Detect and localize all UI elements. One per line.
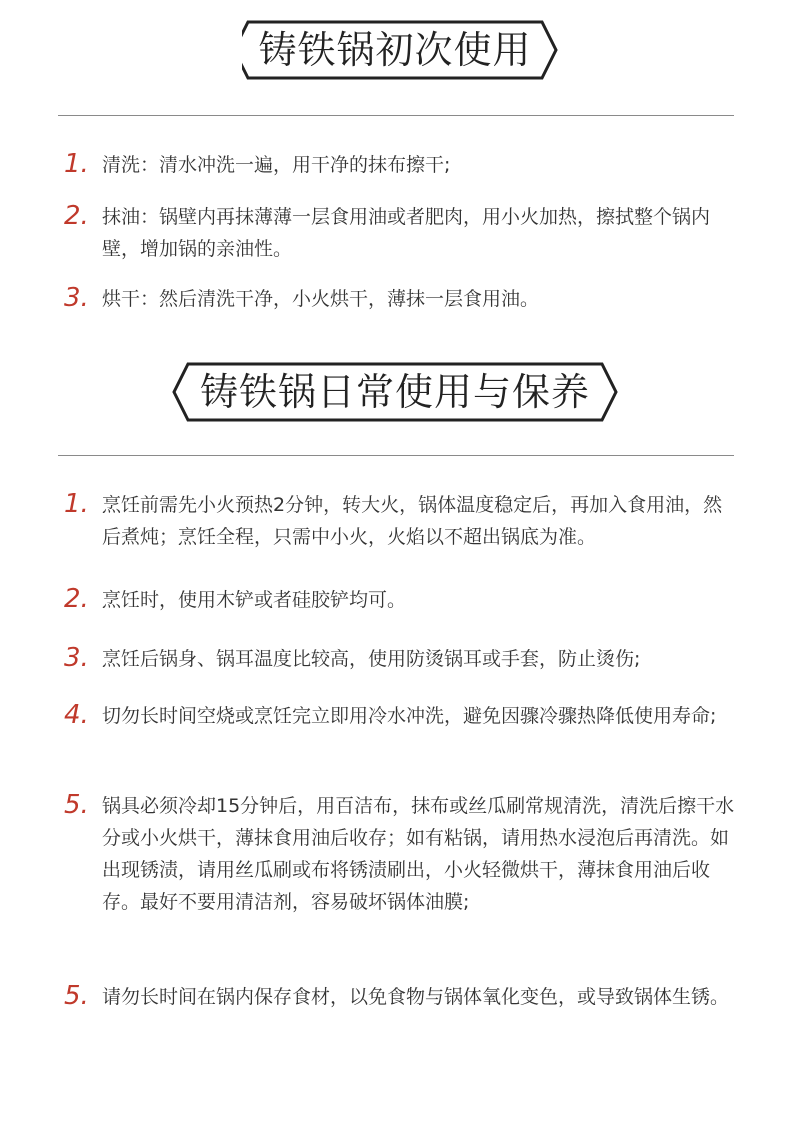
item-number: 1. <box>64 149 89 179</box>
item-text: 清洗：清水冲洗一遍，用干净的抹布擦干; <box>102 154 451 176</box>
item-text: 抹油：锅壁内再抹薄薄一层食用油或者肥肉，用小火加热，擦拭整个锅内壁，增加锅的亲油性。 <box>102 206 711 260</box>
section-2-title: 铸铁锅日常使用与保养 <box>199 370 590 414</box>
item-text: 烹饪后锅身、锅耳温度比较高，使用防烫锅耳或手套，防止烫伤; <box>102 648 641 670</box>
item-number: 2. <box>64 201 89 231</box>
section-1-divider <box>58 115 734 116</box>
item-number: 5. <box>64 981 89 1011</box>
list-item <box>64 643 744 675</box>
item-number: 3. <box>64 283 89 313</box>
item-number: 4. <box>64 700 89 730</box>
item-number: 5. <box>64 790 89 820</box>
item-number: 2. <box>64 584 89 614</box>
list-item <box>64 283 744 315</box>
list-item <box>64 790 744 918</box>
section-1-header <box>0 18 790 82</box>
item-text: 切勿长时间空烧或烹饪完立即用冷水冲洗，避免因骤冷骤热降低使用寿命; <box>102 705 717 727</box>
section-2-divider <box>58 455 734 456</box>
item-number: 3. <box>64 643 89 673</box>
list-item <box>64 700 744 732</box>
list-item <box>64 489 744 553</box>
list-item <box>64 584 744 616</box>
list-item <box>64 201 744 265</box>
item-text: 烘干：然后清洗干净，小火烘干，薄抹一层食用油。 <box>102 288 540 310</box>
list-item <box>64 149 744 181</box>
item-text: 请勿长时间在锅内保存食材，以免食物与锅体氧化变色，或导致锅体生锈。 <box>102 986 730 1008</box>
item-text: 烹饪时，使用木铲或者硅胶铲均可。 <box>102 589 407 611</box>
item-text: 烹饪前需先小火预热2分钟，转大火，锅体温度稳定后，再加入食用油，然后煮炖；烹饪全程，只需中小火，火焰以不超出锅底为准。 <box>102 494 723 548</box>
section-1-title: 铸铁锅初次使用 <box>258 28 532 72</box>
section-2-header <box>0 360 790 424</box>
list-item <box>64 981 744 1013</box>
item-number: 1. <box>64 489 89 519</box>
item-text: 锅具必须冷却15分钟后，用百洁布，抹布或丝瓜刷常规清洗，清洗后擦干水分或小火烘干，薄抹食用油后收存；如有粘锅，请用热水浸泡后再清洗。如出现锈渍，请用丝瓜刷或布将锈渍刷出，小火轻微烘干，薄抹食用油后收存。最好不要用清洁剂，容易破坏锅体油膜; <box>102 795 735 913</box>
